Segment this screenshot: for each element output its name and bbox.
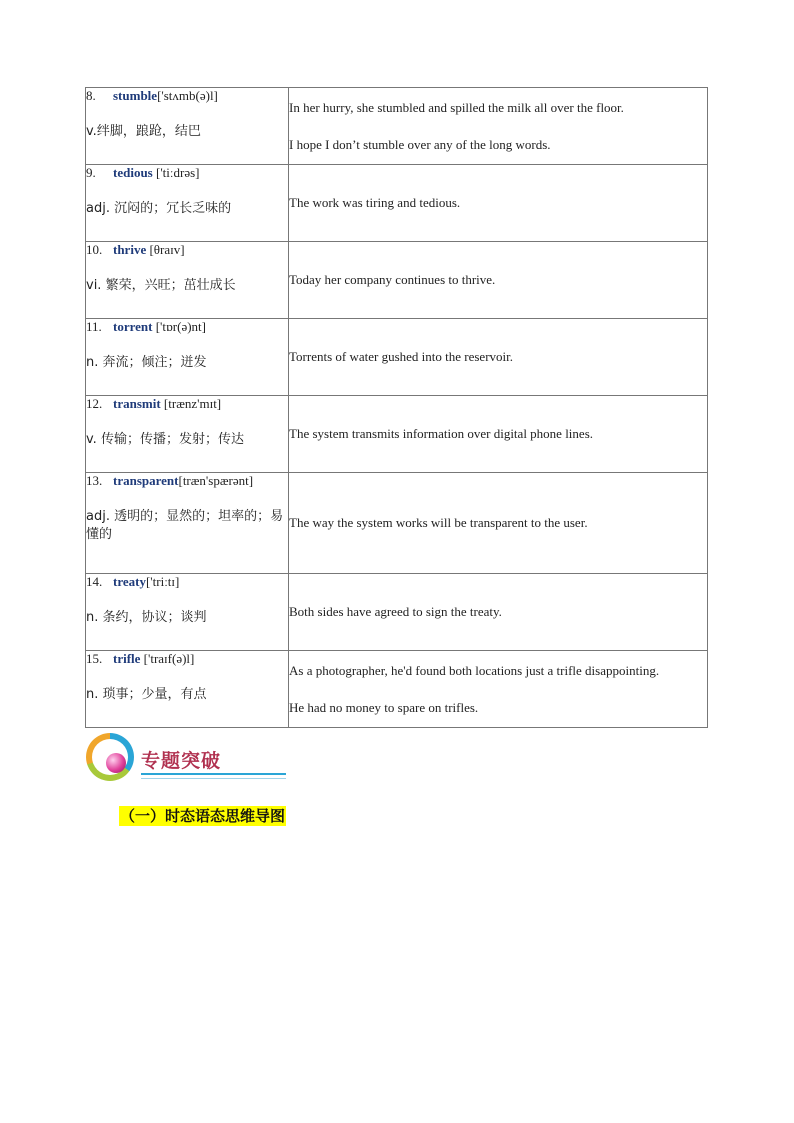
word-cell: [86, 242, 289, 319]
vocab-row: [86, 651, 708, 728]
vocab-row: [86, 242, 708, 319]
example-sentence: The system transmits information over digital phone lines.: [289, 426, 594, 441]
example-sentence: Torrents of water gushed into the reservoir.: [289, 349, 513, 364]
section-header: [86, 733, 296, 788]
vocab-row: [86, 473, 708, 574]
phonetic: [θraɪv]: [146, 242, 185, 257]
definition: n. 奔流；倾注；迸发: [86, 355, 207, 370]
headword: transparent: [113, 473, 179, 488]
example-cell: [289, 242, 708, 319]
vocab-row: [86, 165, 708, 242]
example-sentence: As a photographer, he'd found both locations just a trifle disappointing.: [289, 663, 660, 678]
example-sentence: He had no money to spare on trifles.: [289, 700, 479, 715]
example-cell: [289, 574, 708, 651]
definition: n. 条约，协议；谈判: [86, 610, 207, 625]
phonetic: ['traɪf(ə)l]: [140, 651, 195, 666]
example-sentence: I hope I don’t stumble over any of the long words.: [289, 137, 551, 152]
vocab-row: [86, 88, 708, 165]
entry-number: 10.: [86, 242, 103, 257]
vocab-row: [86, 396, 708, 473]
headword: trifle: [113, 651, 141, 666]
vocab-row: [86, 319, 708, 396]
example-cell: [289, 651, 708, 728]
definition: v. 传输；传播；发射；传达: [86, 432, 244, 447]
entry-number: 8.: [86, 88, 96, 103]
headword: torrent: [113, 319, 153, 334]
example-cell: [289, 319, 708, 396]
vocab-row: [86, 574, 708, 651]
example-cell: [289, 165, 708, 242]
phonetic: ['tɒr(ə)nt]: [152, 319, 206, 334]
example-sentence: Both sides have agreed to sign the treaty.: [289, 604, 502, 619]
entry-number: 9.: [86, 165, 96, 180]
definition: adj. 透明的；显然的；坦率的；易懂的: [86, 509, 284, 542]
word-cell: [86, 165, 289, 242]
headword: transmit: [113, 396, 161, 411]
entry-number: 11.: [86, 319, 102, 334]
definition: n. 琐事；少量，有点: [86, 687, 207, 702]
definition: vi. 繁荣，兴旺；茁壮成长: [86, 278, 236, 293]
word-cell: [86, 88, 289, 165]
phonetic: [træn'spærənt]: [178, 473, 254, 488]
headword: tedious: [113, 165, 153, 180]
definition: adj. 沉闷的；冗长乏味的: [86, 201, 232, 216]
phonetic: ['triːtɪ]: [145, 574, 180, 589]
example-cell: [289, 396, 708, 473]
word-cell: [86, 473, 289, 574]
section-divider: [141, 773, 286, 775]
subsection-title: （一）时态语态思维导图: [120, 807, 286, 825]
example-sentence: Today her company continues to thrive.: [289, 272, 496, 287]
phonetic: ['tiːdrəs]: [152, 165, 200, 180]
word-cell: [86, 319, 289, 396]
word-cell: [86, 574, 289, 651]
entry-number: 15.: [86, 651, 103, 666]
entry-number: 13.: [86, 473, 103, 488]
word-cell: [86, 651, 289, 728]
headword: treaty: [113, 574, 146, 589]
phonetic: [trænz'mɪt]: [160, 396, 222, 411]
word-cell: [86, 396, 289, 473]
phonetic: ['stʌmb(ə)l]: [157, 88, 218, 103]
headword: thrive: [113, 242, 147, 257]
definition: v.绊脚，踉跄，结巴: [86, 124, 201, 139]
example-sentence: The work was tiring and tedious.: [289, 195, 461, 210]
vocabulary-table: [85, 87, 708, 728]
headword: stumble: [113, 88, 158, 103]
section-title: 专题突破: [141, 750, 222, 772]
example-cell: [289, 473, 708, 574]
example-cell: [289, 88, 708, 165]
entry-number: 14.: [86, 574, 103, 589]
entry-number: 12.: [86, 396, 103, 411]
section-ball-icon: [106, 753, 126, 773]
example-sentence: The way the system works will be transparent to the user.: [289, 515, 588, 530]
example-sentence: In her hurry, she stumbled and spilled the milk all over the floor.: [289, 100, 624, 115]
